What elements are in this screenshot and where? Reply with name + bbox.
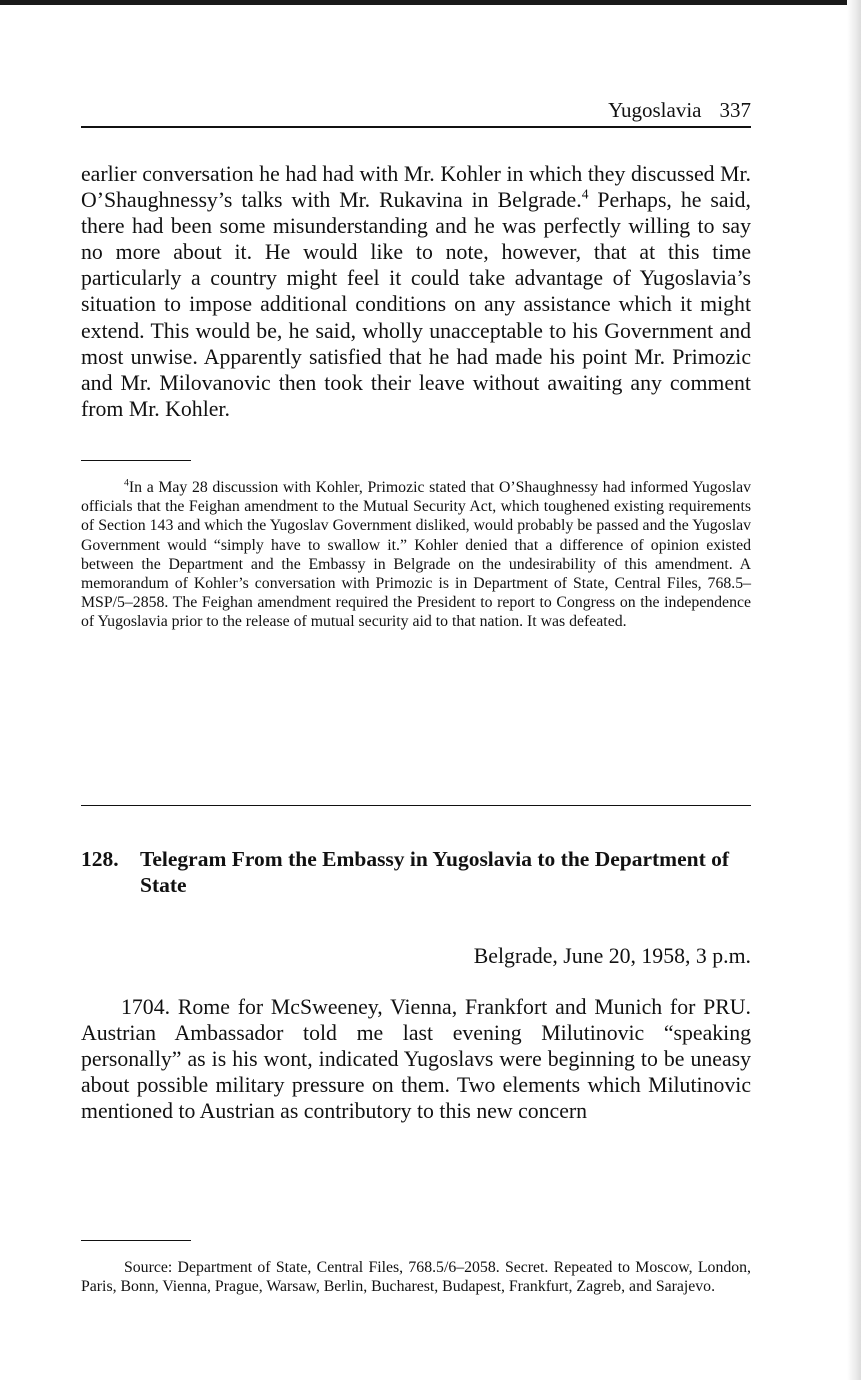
source-note-rule: [81, 1240, 191, 1241]
footnote-marker: 4: [124, 477, 129, 489]
footnote-reference: 4: [581, 186, 589, 202]
header-rule: [81, 126, 751, 128]
continued-paragraph: [81, 161, 751, 422]
scan-top-edge: [0, 0, 861, 5]
document-heading: [81, 846, 751, 898]
running-title: Yugoslavia: [608, 98, 702, 122]
document-title: Telegram From the Embassy in Yugoslavia to the Department of State: [140, 847, 730, 897]
paragraph-text-part1: earlier conversation he had had with Mr. Kohler in which they discussed Mr. O’Shaughnessy’s talks with Mr. Rukavina in Belgrade.: [81, 162, 751, 213]
document-number: 128.: [81, 847, 119, 871]
footnote-rule: [81, 460, 191, 461]
footnote-4: [81, 478, 751, 632]
running-header: [81, 97, 751, 123]
scan-right-edge: [847, 0, 861, 1380]
source-note: Source: Department of State, Central Files, 768.5/6–2058. Secret. Repeated to Moscow, London, Paris, Bonn, Vienna, Prague, Warsaw, Berlin, Bucharest, Budapest, Frankfurt, Zagreb, and Sarajevo.: [81, 1259, 751, 1296]
paragraph-text-part2: Perhaps, he said, there had been some misunderstanding and he was perfectly willing to say no more about it. He would like to note, however, that at this time particularly a country might feel it could take advantage of Yugoslavia’s situation to impose additional conditions on any assistance which it might extend. This would be, he said, wholly unacceptable to his Government and most unwise. Apparently satisfied that he had made his point Mr. Primozic and Mr. Milovanovic then took their leave without awaiting any comment from Mr. Kohler.: [81, 188, 751, 421]
section-divider: [81, 805, 751, 806]
page-number: 337: [719, 98, 751, 122]
dateline: Belgrade, June 20, 1958, 3 p.m.: [473, 944, 751, 968]
footnote-text: In a May 28 discussion with Kohler, Primozic stated that O’Shaughnessy had informed Yugoslav officials that the Feighan amendment to the Mutual Security Act, which toughened existing requirements of Section 143 and which the Yugoslav Government disliked, would probably be passed and the Yugoslav Government would “simply have to swallow it.” Kohler denied that a difference of opinion existed between the Department and the Embassy in Belgrade on the undesirability of this amendment. A memorandum of Kohler’s conversation with Primozic is in Department of State, Central Files, 768.5–MSP/5–2858. The Feighan amendment required the President to report to Congress on the independence of Yugoslavia prior to the release of mutual security aid to that nation. It was defeated.: [81, 479, 751, 631]
telegram-body: 1704. Rome for McSweeney, Vienna, Frankfort and Munich for PRU. Austrian Ambassador told me last evening Milutinovic “speaking personally” as is his wont, indicated Yugoslavs were beginning to be uneasy about possible military pressure on them. Two elements which Milutinovic mentioned to Austrian as contributory to this new concern: [81, 995, 751, 1124]
